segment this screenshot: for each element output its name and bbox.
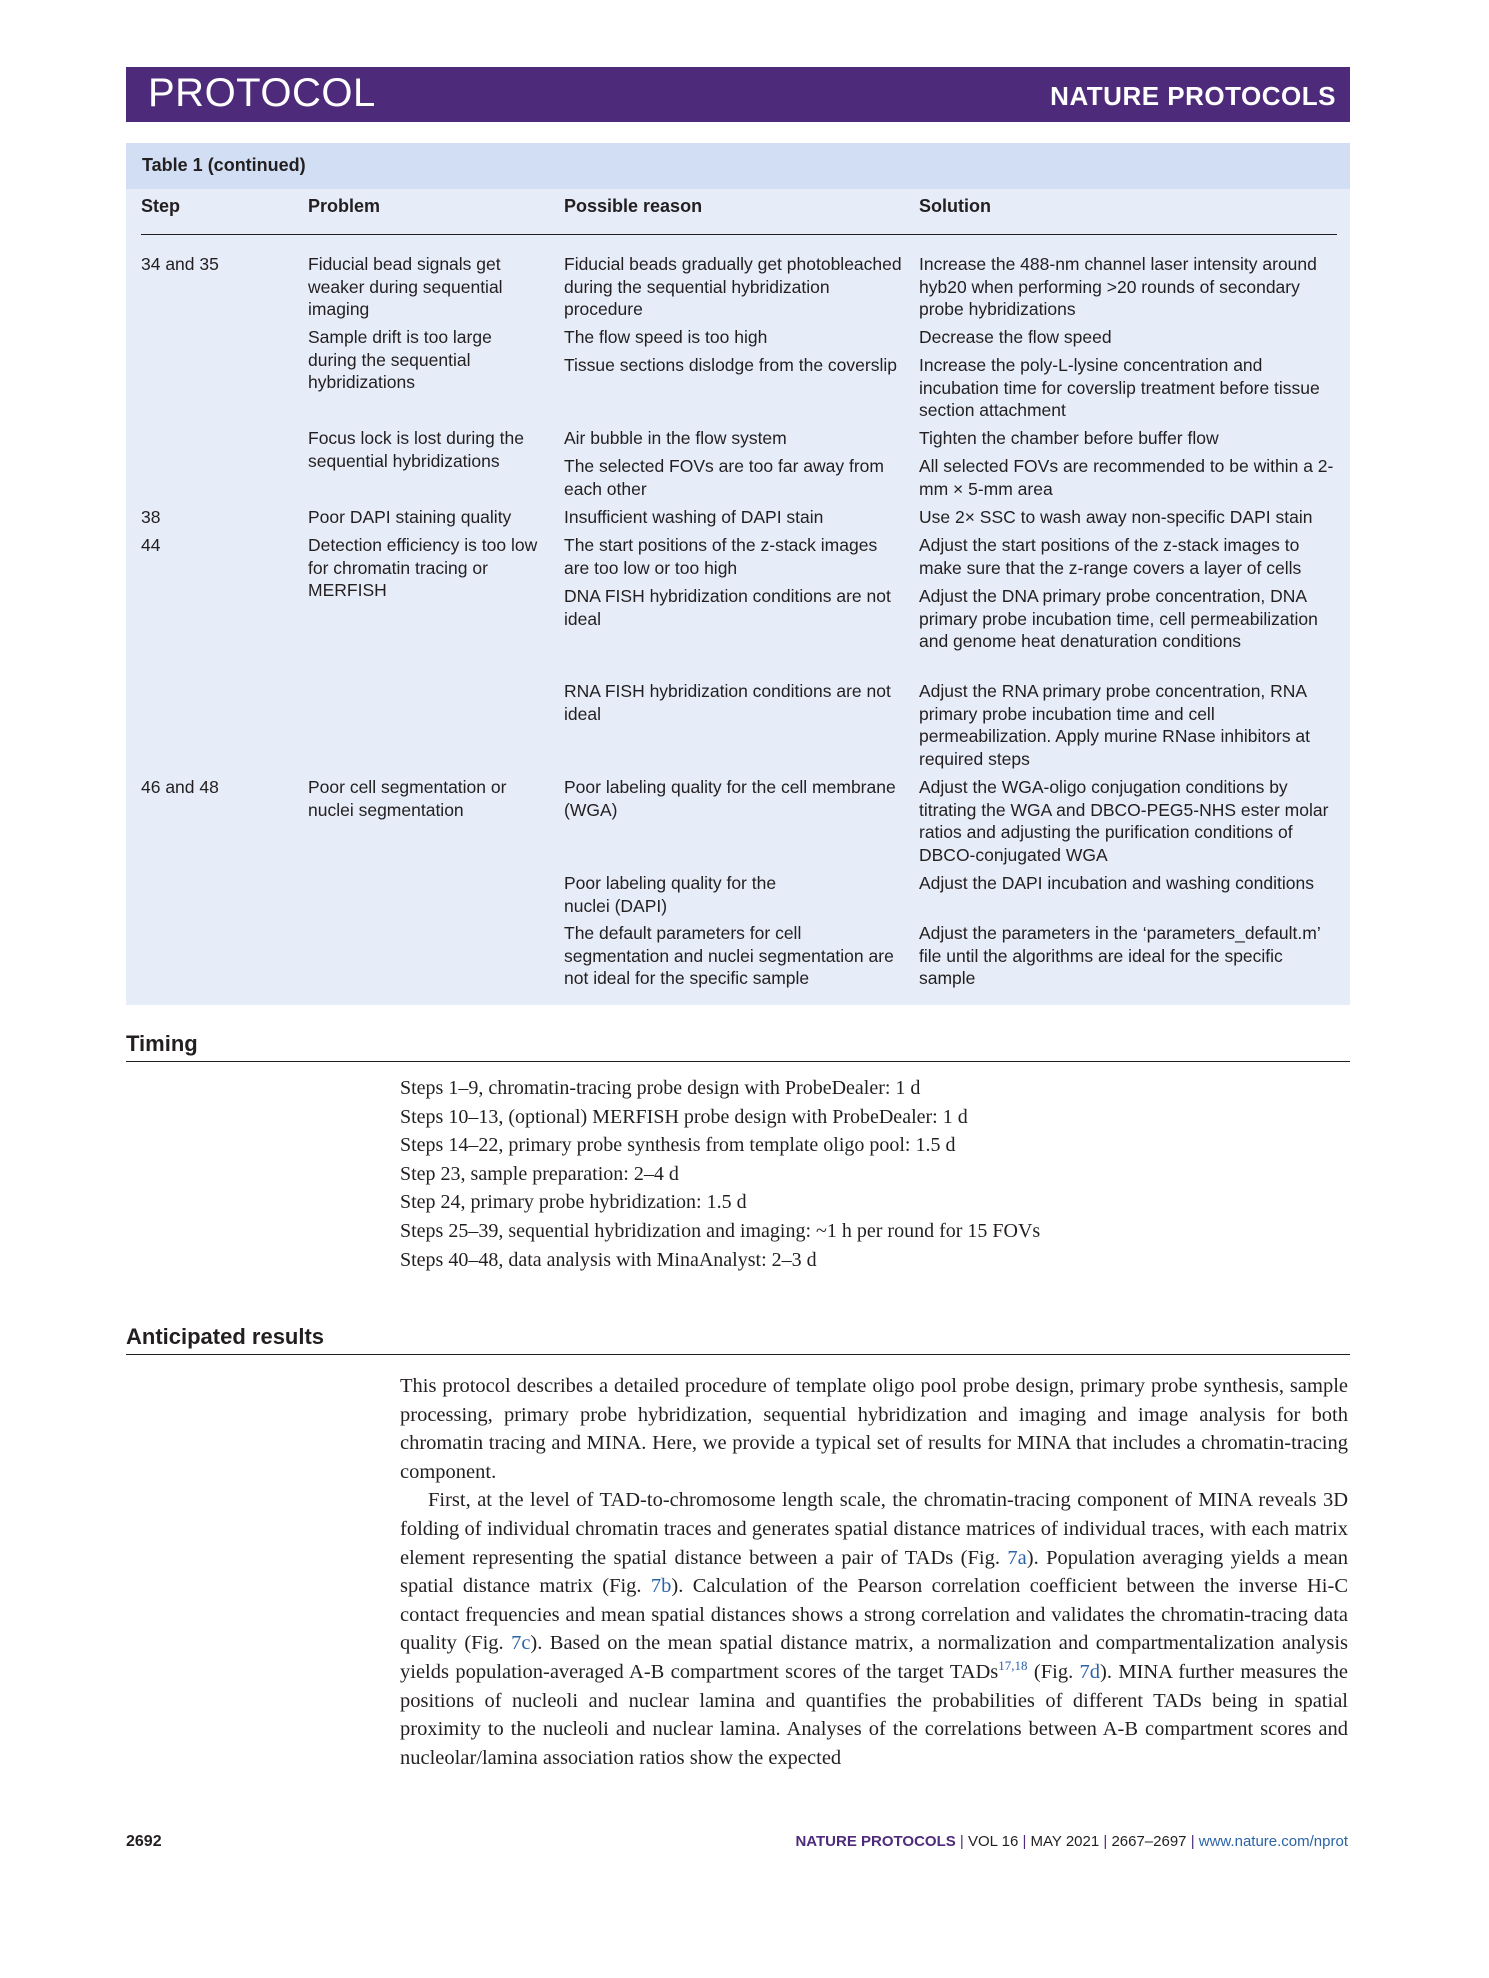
table-cell-solution: Tighten the chamber before buffer flow (919, 428, 1219, 448)
table-cell-reason: Poor labeling quality for the nuclei (DAPI) (564, 873, 777, 916)
footer-date: MAY 2021 (1030, 1833, 1100, 1850)
text-run: (Fig. (1027, 1660, 1080, 1683)
text-run: ). MINA further measures the positions of nucleoli and nuclear lamina and quantifies the probabilities of different TADs being in spatial proximity to the nucleoli and nuclear lamina. Analyses of the correlations between A-B compartment scores and nucleolar/lamina association ratios show the expected (400, 1660, 1349, 1769)
timing-rule (126, 1061, 1350, 1062)
table-cell-problem: Fiducial bead signals get weaker during sequential imaging (308, 254, 503, 319)
table-cell-reason: Fiducial beads gradually get photobleached during the sequential hybridization procedure (564, 254, 902, 319)
figure-link-7a[interactable]: 7a (1007, 1546, 1027, 1569)
footer-journal: NATURE PROTOCOLS (795, 1833, 956, 1850)
table-cell-problem: Detection efficiency is too low for chromatin tracing or MERFISH (308, 535, 538, 600)
table-cell-solution: Use 2× SSC to wash away non-specific DAPI stain (919, 507, 1313, 527)
column-header-reason: Possible reason (564, 196, 703, 216)
text-run: First, at the level of TAD-to-chromosome length scale, the chromatin-tracing component of MINA reveals 3D folding of individual chromatin traces and generates spatial distance matrices of individual traces, with each matrix element representing the spatial distance between a pair of TADs (Fig. (400, 1489, 1348, 1569)
page-number: 2692 (126, 1833, 162, 1850)
results-paragraph-1: This protocol describes a detailed procedure of template oligo pool probe design, primary probe synthesis, sample processing, primary probe hybridization, sequential hybridization and imaging and image analysis for both chromatin tracing and MINA. Here, we provide a typical set of results for MINA that includes a chromatin-tracing component. (400, 1375, 1348, 1483)
table-cell-reason: DNA FISH hybridization conditions are not ideal (564, 586, 891, 629)
table-cell-problem: Focus lock is lost during the sequential hybridizations (308, 428, 524, 471)
timing-line: Step 23, sample preparation: 2–4 d (400, 1162, 679, 1185)
table-cell-step: 34 and 35 (141, 254, 219, 274)
results-paragraph-2 (400, 1486, 1348, 1772)
figure-link-7b[interactable]: 7b (650, 1575, 672, 1598)
journal-name: NATURE PROTOCOLS (1050, 81, 1336, 111)
table-cell-reason: Insufficient washing of DAPI stain (564, 507, 824, 527)
timing-line: Steps 40–48, data analysis with MinaAnalyst: 2–3 d (400, 1248, 817, 1271)
timing-heading: Timing (126, 1031, 198, 1056)
table-cell-solution: Adjust the WGA-oligo conjugation conditions by titrating the WGA and DBCO-PEG5-NHS ester molar ratios and adjusting the purification conditions of DBCO-conjugated WGA (919, 777, 1329, 865)
table-cell-step: 44 (141, 535, 161, 555)
table-cell-problem: Poor cell segmentation or nuclei segmentation (308, 777, 507, 820)
table-cell-solution: All selected FOVs are recommended to be within a 2-mm × 5-mm area (919, 456, 1334, 499)
timing-list (400, 1074, 1300, 1274)
table-cell-reason: Air bubble in the flow system (564, 428, 787, 448)
header-bar (126, 67, 1350, 122)
timing-line: Steps 25–39, sequential hybridization and imaging: ~1 h per round for 15 FOVs (400, 1219, 1041, 1242)
text-run: ). Calculation of the Pearson correlation coefficient between the inverse Hi-C contact frequencies and mean spatial distances shows a strong correlation and validates the chromatin-tracing data quality (Fig. (400, 1575, 1348, 1655)
table-cell-reason: Poor labeling quality for the cell membrane (WGA) (564, 777, 896, 820)
column-header-step: Step (141, 196, 181, 216)
table-cell-solution: Adjust the start positions of the z-stack images to make sure that the z-range covers a layer of cells (919, 535, 1302, 578)
footer-citation: NATURE PROTOCOLS | VOL 16 | MAY 2021 | 2667–2697 | www.nature.com/nprot (795, 1833, 1348, 1850)
table-cell-reason: The start positions of the z-stack images are too low or too high (564, 535, 878, 578)
table-cell-reason: The selected FOVs are too far away from each other (564, 456, 884, 499)
footer-pages: 2667–2697 (1111, 1833, 1187, 1850)
table-cell-solution: Increase the poly-L-lysine concentration and incubation time for coverslip treatment before tissue section attachment (919, 355, 1320, 420)
table-cell-problem: Poor DAPI staining quality (308, 507, 512, 527)
timing-line: Step 24, primary probe hybridization: 1.5 d (400, 1191, 747, 1214)
results-heading: Anticipated results (126, 1324, 325, 1349)
column-header-solution: Solution (919, 196, 991, 216)
footer-url-link[interactable]: www.nature.com/nprot (1198, 1833, 1348, 1850)
results-rule (126, 1354, 1350, 1355)
table-cell-solution: Increase the 488-nm channel laser intensity around hyb20 when performing >20 rounds of secondary probe hybridizations (919, 254, 1317, 319)
table-cell-reason: The default parameters for cell segmentation and nuclei segmentation are not ideal for the specific sample (564, 923, 894, 988)
figure-link-7d[interactable]: 7d (1079, 1660, 1101, 1683)
timing-line: Steps 14–22, primary probe synthesis from template oligo pool: 1.5 d (400, 1134, 956, 1157)
table-cell-reason: Tissue sections dislodge from the coverslip (564, 355, 897, 375)
table-cell-solution: Adjust the RNA primary probe concentration, RNA primary probe incubation time and cell permeabilization. Apply murine RNase inhibitors at required steps (919, 681, 1311, 769)
table-cell-solution: Adjust the DAPI incubation and washing conditions (919, 873, 1314, 893)
table-cell-solution: Adjust the DNA primary probe concentration, DNA primary probe incubation time, cell permeabilization and genome heat denaturation conditions (919, 586, 1318, 651)
table-caption-text: Table 1 (continued) (142, 155, 306, 175)
timing-line: Steps 10–13, (optional) MERFISH probe design with ProbeDealer: 1 d (400, 1105, 968, 1128)
section-label: PROTOCOL (148, 71, 376, 115)
table-cell-problem: Sample drift is too large during the sequential hybridizations (308, 327, 492, 392)
citation-link[interactable]: 17,18 (998, 1658, 1028, 1674)
timing-line: Steps 1–9, chromatin-tracing probe design with ProbeDealer: 1 d (400, 1077, 921, 1099)
footer-volume: VOL 16 (967, 1833, 1019, 1850)
column-header-problem: Problem (308, 196, 381, 216)
figure-link-7c[interactable]: 7c (511, 1632, 531, 1655)
table-cell-reason: The flow speed is too high (564, 327, 768, 347)
table-header-rule (141, 234, 1337, 235)
table-cell-solution: Decrease the flow speed (919, 327, 1112, 347)
results-body (400, 1372, 1348, 1772)
table-cell-step: 46 and 48 (141, 777, 219, 797)
text-run: ). Based on the mean spatial distance matrix, a normalization and compartmentalization analysis yields population-averaged A-B compartment scores of the target TADs (400, 1632, 1348, 1683)
table-caption (126, 143, 1350, 189)
table-cell-step: 38 (141, 507, 161, 527)
text-run: ). Population averaging yields a mean spatial distance matrix (Fig. (400, 1546, 1348, 1598)
table-cell-solution: Adjust the parameters in the ‘parameters_default.m’ file until the algorithms are ideal for the specific sample (919, 923, 1321, 988)
table-cell-reason: RNA FISH hybridization conditions are not ideal (564, 681, 891, 724)
